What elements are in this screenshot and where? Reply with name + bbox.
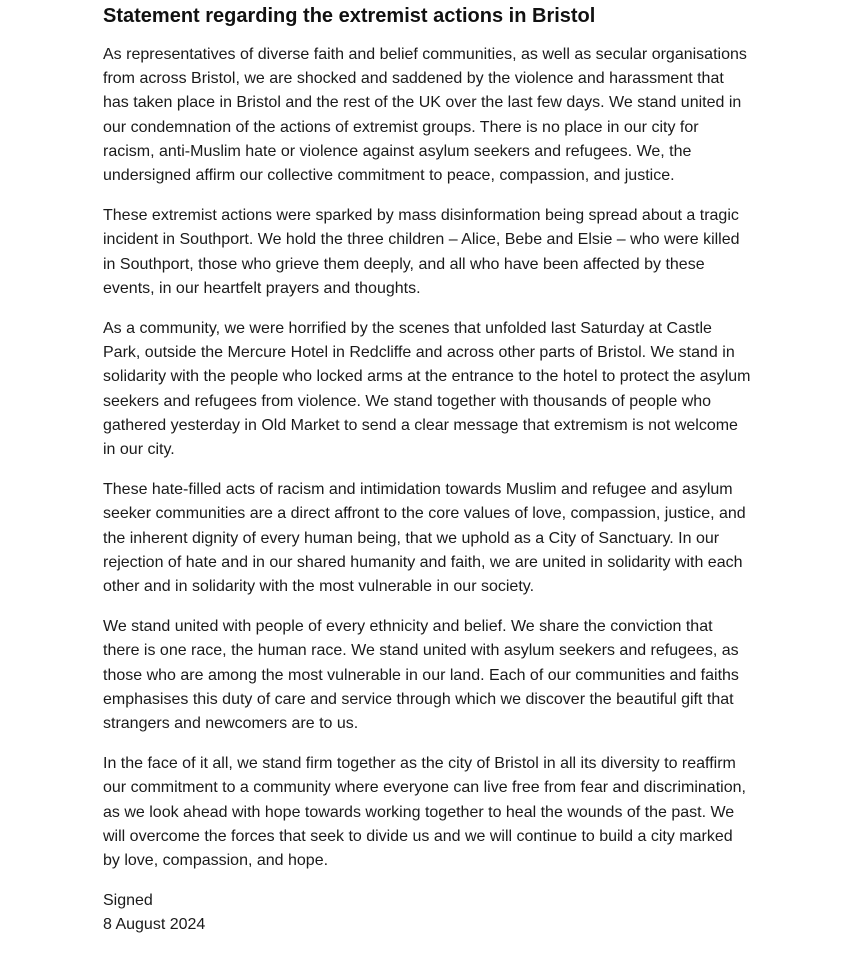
statement-date: 8 August 2024 [103,916,206,934]
paragraph-3: As a community, we were horrified by the scenes that unfolded last Saturday at Castle Park, outside the Mercure Hotel in Redcliffe and across other parts of Bristol. We stand in solidarity with the people who locked arms at the entrance to the hotel to protect the asylum seekers and refugees from violence. We stand together with thousands of people who gathered yesterday in Old Market to send a clear message that extremism is not welcome in our city. [103,320,751,459]
statement-document [103,0,753,937]
paragraph-6: In the face of it all, we stand firm together as the city of Bristol in all its diversity to reaffirm our commitment to a community where everyone can live free from fear and discrimination, as we look ahead with hope towards working together to heal the wounds of the past. We will overcome the forces that seek to divide us and we will continue to build a city marked by love, compassion, and hope. [103,755,746,870]
paragraph-1: As representatives of diverse faith and belief communities, as well as secular organisations from across Bristol, we are shocked and saddened by the violence and harassment that has taken place in Bristol and the rest of the UK over the last few days. We stand united in our condemnation of the actions of extremist groups. There is no place in our city for racism, anti-Muslim hate or violence against asylum seekers and refugees. We, the undersigned affirm our collective commitment to peace, compassion, and justice. [103,46,747,185]
signed-label: Signed [103,892,153,910]
paragraph-5: We stand united with people of every ethnicity and belief. We share the conviction that there is one race, the human race. We stand united with asylum seekers and refugees, as those who are among the most vulnerable in our land. Each of our communities and faiths emphasises this duty of care and service through which we discover the beautiful gift that strangers and newcomers are to us. [103,618,739,733]
document-title: Statement regarding the extremist actions in Bristol [103,5,596,27]
paragraph-2: These extremist actions were sparked by mass disinformation being spread about a tragic incident in Southport. We hold the three children – Alice, Bebe and Elsie – who were killed in Southport, those who grieve them deeply, and all who have been affected by these events, in our heartfelt prayers and thoughts. [103,207,740,297]
signature-block [103,889,753,937]
paragraph-4: These hate-filled acts of racism and intimidation towards Muslim and refugee and asylum seeker communities are a direct affront to the core values of love, compassion, justice, and the inherent dignity of every human being, that we uphold as a City of Sanctuary. In our rejection of hate and in our shared humanity and faith, we are united in solidarity with each other and in solidarity with the most vulnerable in our society. [103,481,746,596]
